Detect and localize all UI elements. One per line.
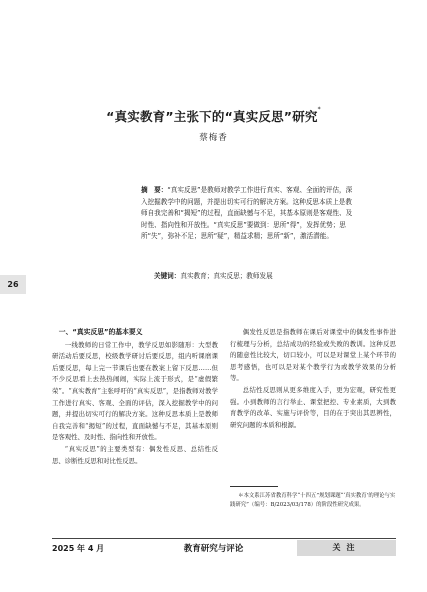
keywords-label: 关键词： (154, 272, 181, 280)
footer-rule (52, 538, 396, 539)
body-paragraph: 偶发性反思是指教师在课后对课堂中的偶发性事件进行梳理与分析，总结成功的经验或失败的教训。这种反思的随意性比较大，切口较小，可以是对课堂上某个环节的思考感悟，也可以是对某个教学行为或教学效果的分析等。 (230, 328, 396, 383)
section-tab: 关注 (297, 540, 396, 556)
journal-name: 教育研究与评论 (183, 544, 244, 554)
body-paragraph: 一线教师的日常工作中，教学反思如影随形：大型教研活动后要反思，校级教学研讨后要反思，组内听课磨课后要反思，每上完一节课后也要在教案上留下反思……但不少反思看上去热热闹闹，实际上流于形式，是“虚假繁荣”。“真实教育”主张呼吁的“真实反思”，是指教师对教学工作进行真实、客观、全面的评估，深入挖掘教学中的问题，并提出切实可行的解决方案。这种反思本质上是教师自我完善和“揭短”的过程，直面缺憾与不足，其基本原则是客观性、及时性、指向性和开放性。 (52, 340, 218, 442)
body-paragraph: 总结性反思则从更多维度入手，更为宏观，研究性更强。小到教师的言行举止、课堂把控、专业素质，大到教育教学的改革、实施与评价等，目的在于突出其思辨性，研究问题的本质和根源。 (230, 385, 396, 429)
issue-date: 2025 年 4 月 (52, 544, 105, 553)
page-number-tab: 26 (0, 275, 26, 294)
abstract (141, 185, 353, 243)
article-title (0, 107, 427, 125)
section-heading: 一、“真实反思”的基本要义 (58, 328, 143, 336)
abstract-text: “真实反思”是教师对教学工作进行真实、客观、全面的评估，深入挖掘教学中的问题，并提出切实可行的解决方案。这种反思本质上是教师自我完善和“揭短”的过程，直面缺憾与不足，其基本原则是客观性、及时性、指向性和开放性。“真实反思”要做到：思所“得”，发挥优势；思所“失”，弥补不足；思所“疑”，精益求精；思所“新”，激活潜能。 (141, 186, 353, 241)
footnote: ＊本文系江苏省教育科学“十四五”规划课题“‘真实教育’的理论与实践研究”（编号：B/2023/03/178）的阶段性研究成果。 (230, 493, 396, 508)
title-text: “真实教育”主张下的“真实反思”研究 (106, 109, 318, 124)
body-column-right (230, 327, 396, 431)
keywords-text: 真实教育；真实反思；教师发展 (180, 272, 273, 280)
abstract-label: 摘 要： (141, 186, 168, 194)
keywords (154, 270, 354, 280)
title-footnote-mark: * (317, 106, 321, 113)
body-paragraph: “真实反思”的主要类型有：偶发性反思、总结性反思、诊断性反思和对比性反思。 (52, 444, 218, 465)
footnote-rule (230, 486, 278, 487)
body-column-left (52, 327, 218, 467)
author-name: 蔡梅香 (199, 133, 228, 143)
